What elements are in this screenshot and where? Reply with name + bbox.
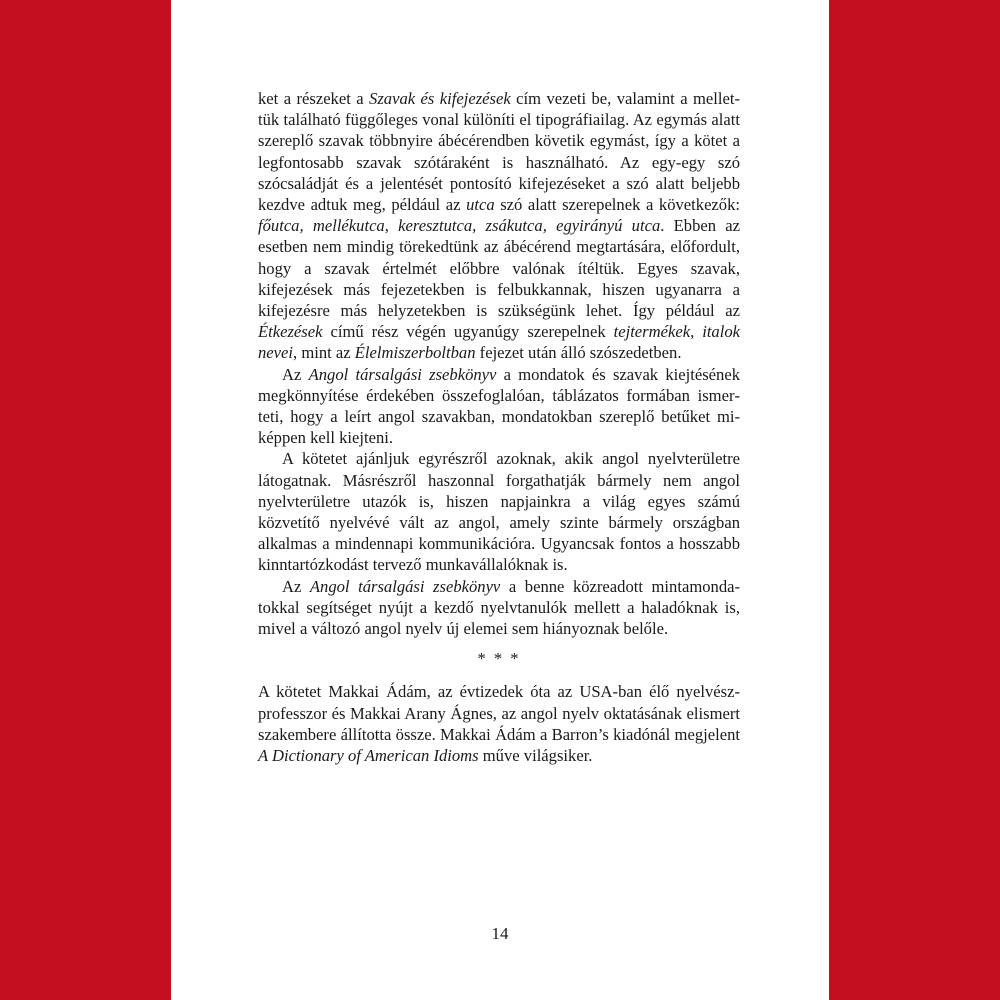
text-run: a benne közreadott mintamondatokkal segítséget nyújt a kezdő nyelvtanulók mellett a haladóknak is, mivel a változó angol nyelv új elemei sem hiányoznak belőle. (258, 576, 741, 639)
italic-text: italok nevei (258, 322, 740, 363)
italic-text: Angol társalgási zsebkönyv (308, 364, 497, 384)
text-run: cím vezeti be, valamint a mellettük található függőleges vonal különíti el tipográfiailag. Az egymás alatt szereplő szavak többnyire ábécérendben követik egymást, így a kötet a legfontosabb szavak szótáraként is használható. Az egy-egy szó szócsaládját és a jelentését pontosító kifejezéseket a szó alatt beljebb kezdve adtuk meg, például az (258, 89, 740, 215)
text-run: A kötetet Makkai Ádám, az évtizedek óta az USA-ban élő nyelvészprofesszor és Makkai Arany Ágnes, az angol nyelv oktatásának elismert szakembere állította össze. Makkai Ádám a Barron’s kiadónál megjelent (258, 682, 740, 744)
italic-text: utca (466, 195, 495, 215)
text-run: ket a részeket a (258, 89, 370, 108)
text-run: . Ebben az esetben nem mindig törekedtünk az ábécérend megtartására, előfordult, hogy a szavak értelmét előbbre valónak ítéltük. Egyes szavak, kifejezések más fejezetekben is felbukkannak, hiszen ugyanarra a kifejezésre más helyzetekben is szükségünk lehet. Így például az (258, 216, 741, 321)
text-run: , mint az (293, 343, 355, 363)
page-number: 14 (491, 924, 509, 943)
book-page (171, 0, 829, 1000)
text-run: , (690, 322, 703, 342)
text-run: Az (282, 576, 310, 596)
body-text (258, 88, 740, 766)
text-run: szó alatt szerepelnek a következők: (494, 195, 740, 215)
italic-text: tejtermékek (613, 322, 691, 342)
text-run: című rész végén ugyanúgy szerepelnek (322, 322, 614, 342)
paragraph-3 (258, 448, 740, 575)
italic-text: Szavak és kifejezések (369, 89, 511, 108)
paragraph-2 (258, 364, 740, 449)
text-run: a mondatok és szavak kiejtésének megkönnyítése érdekében összefoglalóan, táblázatos formában ismerteti, hogy a leírt angol szavakban, mondatokban szereplő betűket miképpen kell kiejteni. (258, 364, 740, 448)
italic-text: Angol társalgási zsebkönyv (309, 576, 501, 596)
italic-text: Étkezések (258, 322, 323, 342)
italic-text: főutca, mellékutca, keresztutca, zsákutca, egyirányú utca (258, 216, 661, 236)
text-run: Az (282, 364, 309, 384)
text-run: fejezet után álló szószedetben. (475, 343, 682, 363)
paragraph-4 (258, 576, 740, 640)
closing-paragraph (258, 681, 740, 766)
paragraph-1 (258, 88, 740, 364)
section-separator: * * * (477, 649, 521, 669)
italic-text: A Dictionary of American Idioms (258, 746, 479, 766)
italic-text: Élelmiszerboltban (354, 343, 476, 363)
text-run: A kötetet ajánljuk egyrészről azoknak, akik angol nyelvterületre látogatnak. Másrészről haszonnal forgathatják bármely nem angol nyelvterületre utazók is, hiszen napjainkra a világ egyes számú közvetítő nyelvévé vált az angol, amely szinte bármely országban alkalmas a mindennapi kommunikációra. Ugyancsak fontos a hosszabb kinntartózkodást tervező munkavállalóknak is. (258, 449, 740, 575)
text-run: műve világsiker. (478, 746, 593, 766)
